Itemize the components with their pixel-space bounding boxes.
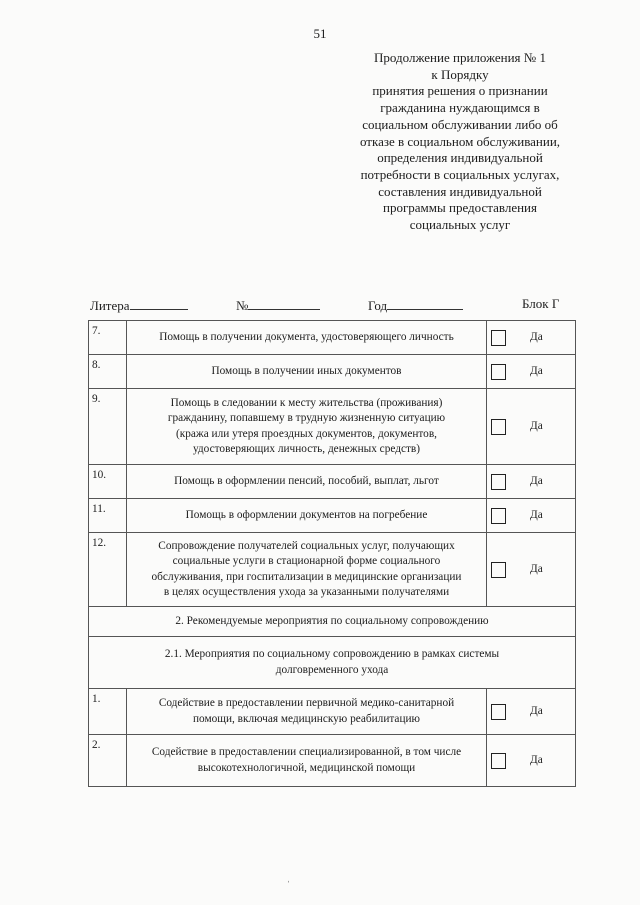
row-number: 8. — [89, 355, 127, 389]
appendix-line: определения индивидуальной — [377, 150, 543, 166]
year-field — [368, 296, 463, 314]
table-row — [89, 499, 576, 533]
appendix-line: к Порядку — [431, 66, 489, 82]
appendix-line: Продолжение приложения № 1 — [374, 50, 546, 65]
yes-label: Да — [530, 704, 543, 717]
row-number: 12. — [89, 533, 127, 607]
row-description — [127, 321, 487, 355]
answer-cell — [487, 735, 576, 787]
appendix-line: гражданина нуждающимся в — [380, 100, 540, 116]
row-number: 9. — [89, 389, 127, 465]
row-description — [127, 499, 487, 533]
table-row — [89, 533, 576, 607]
row-description — [127, 735, 487, 787]
checkbox[interactable] — [491, 562, 506, 578]
block-label: Блок Г — [522, 296, 560, 311]
section-title: 2. Рекомендуемые мероприятия по социальному сопровождению — [89, 607, 576, 637]
yes-label: Да — [530, 364, 543, 377]
row-line: Помощь в получении документа, удостоверяющего личность — [159, 330, 454, 343]
form-header — [90, 296, 576, 314]
subsection-line: долговременного ухода — [275, 663, 389, 676]
answer-cell — [487, 389, 576, 465]
answer-cell — [487, 533, 576, 607]
appendix-line: отказе в социальном обслуживании, — [359, 133, 561, 149]
appendix-line: программы предоставления — [383, 200, 537, 216]
litera-field — [90, 296, 188, 314]
row-number: 1. — [89, 689, 127, 735]
checkbox[interactable] — [491, 364, 506, 380]
row-description — [127, 689, 487, 735]
number-label: № — [236, 298, 249, 313]
row-line: социальные услуги в стационарной форме социального — [172, 555, 441, 568]
row-number: 2. — [89, 735, 127, 787]
row-line: Помощь в оформлении документов на погребение — [185, 508, 428, 521]
appendix-line: составления индивидуальной — [378, 183, 542, 199]
services-table — [88, 320, 576, 787]
row-description — [127, 389, 487, 465]
row-line: Помощь в следовании к месту жительства (проживания) — [170, 396, 443, 409]
row-line: Помощь в оформлении пенсий, пособий, выплат, льгот — [174, 474, 439, 487]
table-row — [89, 465, 576, 499]
year-blank[interactable] — [387, 296, 463, 310]
appendix-line: потребности в социальных услугах, — [360, 166, 560, 182]
scan-mark: ˈ — [287, 880, 291, 891]
yes-label: Да — [530, 330, 543, 343]
row-line: гражданину, попавшему в трудную жизненную ситуацию — [167, 412, 446, 425]
answer-cell — [487, 499, 576, 533]
appendix-line: социальных услуг — [409, 217, 511, 233]
table-row — [89, 389, 576, 465]
yes-label: Да — [530, 562, 543, 575]
row-line: (кража или утеря проездных документов, документов, — [175, 427, 437, 440]
row-number: 10. — [89, 465, 127, 499]
row-line: Сопровождение получателей социальных услуг, получающих — [158, 539, 455, 552]
appendix-line: социальном обслуживании либо об — [362, 116, 558, 132]
table-row — [89, 355, 576, 389]
yes-label: Да — [530, 508, 543, 521]
checkbox[interactable] — [491, 330, 506, 346]
appendix-line: принятия решения о признании — [372, 83, 548, 99]
row-line: Содействие в предоставлении специализированной, в том числе — [151, 746, 462, 759]
appendix-caption — [340, 50, 580, 234]
page-number: 51 — [313, 26, 327, 41]
row-line: удостоверяющих личность, денежных средств) — [193, 442, 420, 455]
checkbox[interactable] — [491, 753, 506, 769]
answer-cell — [487, 465, 576, 499]
row-description — [127, 465, 487, 499]
litera-blank[interactable] — [130, 296, 188, 310]
answer-cell — [487, 689, 576, 735]
row-number: 11. — [89, 499, 127, 533]
checkbox[interactable] — [491, 508, 506, 524]
row-description — [127, 355, 487, 389]
row-line: высокотехнологичной, медицинской помощи — [197, 761, 416, 774]
row-line: в целях осуществления ухода за указанными получателями — [163, 585, 450, 598]
row-line: Содействие в предоставлении первичной медико-санитарной — [158, 697, 455, 710]
table-row — [89, 689, 576, 735]
subsection-row — [89, 637, 576, 689]
row-description — [127, 533, 487, 607]
subsection-line: 2.1. Мероприятия по социальному сопровождению в рамках системы — [164, 648, 500, 661]
row-line: помощи, включая медицинскую реабилитацию — [193, 712, 420, 725]
subsection-title — [89, 637, 576, 689]
row-line: обслуживания, при госпитализации в медицинские организации — [151, 570, 462, 583]
answer-cell — [487, 355, 576, 389]
yes-label: Да — [530, 419, 543, 432]
table-row — [89, 735, 576, 787]
litera-label: Литера — [90, 298, 130, 313]
yes-label: Да — [530, 474, 543, 487]
checkbox[interactable] — [491, 419, 506, 435]
number-blank[interactable] — [248, 296, 320, 310]
answer-cell — [487, 321, 576, 355]
number-field — [236, 296, 320, 314]
section-row — [89, 607, 576, 637]
table-row — [89, 321, 576, 355]
year-label: Год — [368, 298, 388, 313]
row-line: Помощь в получении иных документов — [211, 364, 402, 377]
checkbox[interactable] — [491, 704, 506, 720]
yes-label: Да — [530, 753, 543, 766]
checkbox[interactable] — [491, 474, 506, 490]
row-number: 7. — [89, 321, 127, 355]
